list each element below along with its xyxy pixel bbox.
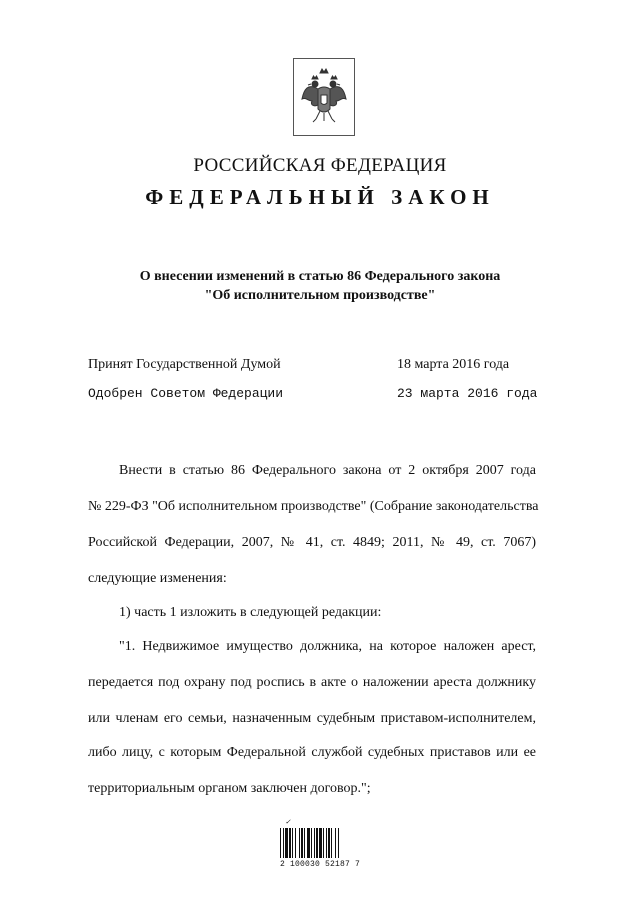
barcode-digits: 2 100030 52187 7 xyxy=(279,860,360,869)
coat-of-arms-emblem xyxy=(293,58,355,136)
subject-line-1: О внесении изменений в статью 86 Федерального закона xyxy=(139,269,501,284)
body-line-4: следующие изменения: xyxy=(88,571,227,586)
barcode-mark: ✓ xyxy=(285,818,291,826)
approved-by-council-date: 23 марта 2016 года xyxy=(397,386,538,401)
body-line-6: "1. Недвижимое имущество должника, на которое наложен арест, xyxy=(119,639,536,654)
law-subject-title xyxy=(0,267,640,305)
body-line-1: Внести в статью 86 Федерального закона от 2 октября 2007 года xyxy=(119,463,536,478)
body-line-7: передается под охрану под роспись в акте о наложении ареста должнику xyxy=(88,675,536,690)
document-type-heading: ФЕДЕРАЛЬНЫЙ ЗАКОН xyxy=(145,185,495,209)
approved-by-council-label: Одобрен Советом Федерации xyxy=(88,386,284,401)
double-headed-eagle-icon xyxy=(294,59,354,135)
adopted-by-duma-date: 18 марта 2016 года xyxy=(397,357,510,372)
body-line-8: или членам его семьи, назначенным судебным приставом-исполнителем, xyxy=(88,711,536,726)
barcode-icon xyxy=(280,828,358,858)
body-line-3: Российской Федерации, 2007, № 41, ст. 4849; 2011, № 49, ст. 7067) xyxy=(88,535,536,550)
body-line-9: либо лицу, с которым Федеральной службой судебных приставов или ее xyxy=(88,745,536,760)
subject-line-2: "Об исполнительном производстве" xyxy=(204,288,436,303)
body-line-2: № 229-ФЗ "Об исполнительном производстве" (Собрание законодательства xyxy=(88,499,539,514)
body-line-5: 1) часть 1 изложить в следующей редакции: xyxy=(119,605,382,620)
adopted-by-duma-label: Принят Государственной Думой xyxy=(88,357,281,372)
country-heading: РОССИЙСКАЯ ФЕДЕРАЦИЯ xyxy=(193,155,447,176)
body-line-10: территориальным органом заключен договор."; xyxy=(88,781,371,796)
